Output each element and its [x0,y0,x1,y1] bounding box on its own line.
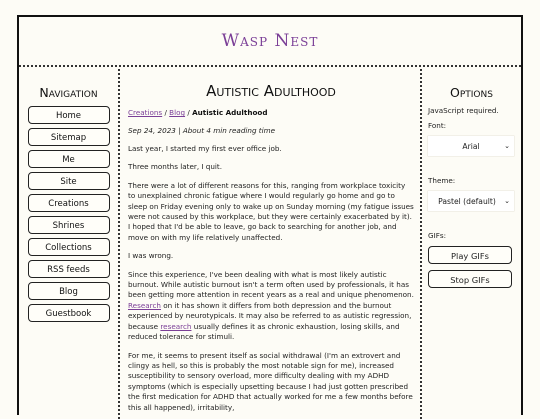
nav-item-shrines[interactable]: Shrines [28,216,110,234]
nav-item-me[interactable]: Me [28,150,110,168]
paragraph: I was wrong. [128,251,174,261]
options-heading: Options [450,85,493,100]
javascript-notice: JavaScript required. [428,106,499,115]
breadcrumb-separator: / [164,108,167,117]
research-link[interactable]: Research [128,300,161,310]
font-select[interactable] [428,136,514,156]
nav-item-rss-feeds[interactable]: RSS feeds [28,260,110,278]
paragraph: There were a lot of different reasons for this, ranging from workplace toxicity to unexplained chronic fatigue where I would regularly go home and go to sleep on Friday evening only to wake up on Sunday morning (my fatigue issues were not caused by this workplace, but they were certainly exacerbated by it). I hoped that I'd be able to leave, go back to searching for another job, and move on with my life relatively unaffected. [128,180,414,242]
gifs-label: GIFs: [428,231,446,240]
theme-label: Theme: [428,176,456,185]
paragraph: For me, it seems to present itself as social withdrawal (I'm an extrovert and clingy as hell, so this is probably the most notable sign for me), increased susceptibility to sensory overload, more difficulty dealing with my ADHD symptoms (which is especially upsetting because I had just gotten prescribed the first medication for ADHD that actually worked for me a few months before this all happened), irritability, [128,350,413,412]
paragraph: Last year, I started my first ever office job. [128,144,282,153]
paragraph-text: Since this experience, I've been dealing with what is most likely autistic burnout. While autistic burnout isn't a term often used by professionals, it has been getting more attention in recent years as a real and unique phenomenon. [128,269,414,300]
navigation-heading: Navigation [39,85,98,100]
stop-gifs-button[interactable]: Stop GIFs [428,270,512,288]
nav-item-home[interactable]: Home [28,106,110,124]
post-meta: Sep 24, 2023 | About 4 min reading time [128,126,276,135]
breadcrumb-link-blog[interactable]: Blog [169,108,186,117]
paragraph-text: on it has shown it differs from both depression and the burnout experienced by neurotypicals. It may also be referred to as autistic regression, because [128,300,412,331]
page-frame [17,15,523,415]
nav-item-creations[interactable]: Creations [28,194,110,212]
breadcrumb-link-creations[interactable]: Creations [128,108,163,117]
article-content [120,69,422,419]
paragraph-text: usually defines it as chronic exhaustion, losing skills, and reduced tolerance for stimuli. [128,321,400,342]
paragraph [128,270,414,343]
play-gifs-button[interactable]: Play GIFs [428,246,512,264]
breadcrumb-current: Autistic Adulthood [192,108,268,117]
font-select-value: Arial [462,141,480,151]
breadcrumb-separator: / [187,108,190,117]
chevron-down-icon: ⌄ [504,197,510,205]
page-title: Autistic Adulthood [206,82,336,100]
nav-item-blog[interactable]: Blog [28,282,110,300]
paragraph: Three months later, I quit. [128,162,223,172]
theme-select[interactable] [428,191,514,211]
site-title[interactable]: Wasp Nest [221,31,319,51]
nav-item-site[interactable]: Site [28,172,110,190]
site-header [19,17,521,67]
chevron-down-icon: ⌄ [504,142,510,150]
breadcrumb [128,108,414,117]
nav-item-sitemap[interactable]: Sitemap [28,128,110,146]
navigation-list [19,106,118,322]
theme-select-value: Pastel (default) [438,196,496,206]
nav-item-guestbook[interactable]: Guestbook [28,304,110,322]
nav-item-collections[interactable]: Collections [28,238,110,256]
navigation-sidebar [19,69,120,419]
options-sidebar [422,69,521,419]
research-link[interactable]: research [160,321,192,331]
font-label: Font: [428,121,447,130]
